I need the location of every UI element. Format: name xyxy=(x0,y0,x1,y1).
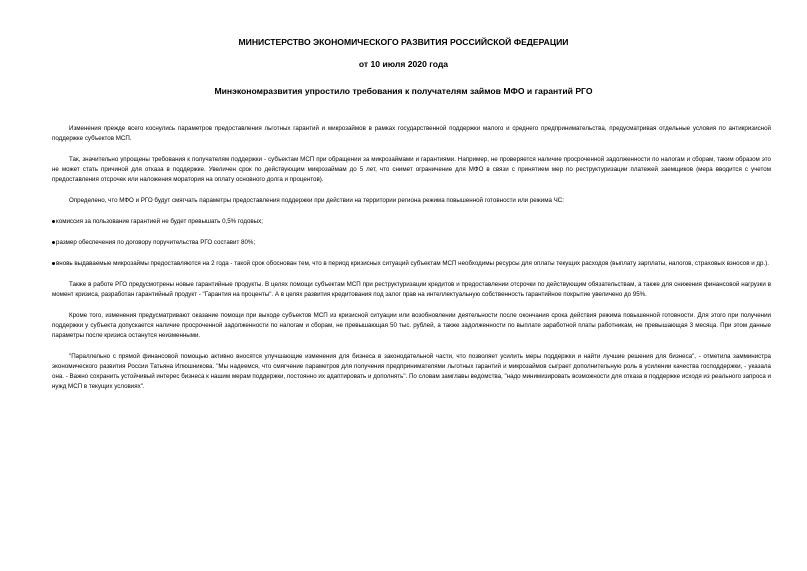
bullet-icon xyxy=(52,220,55,223)
bullet-text: вновь выдаваемые микрозаймы предоставляются на 2 года - такой срок обоснован тем, что в период кризисных ситуаций субъектам МСП необходимы ресурсы для оплаты текущих расходов (выплату зарплаты, налогов, страховых взносов и др.). xyxy=(56,260,769,267)
list-item xyxy=(52,238,771,248)
bullet-text: размер обеспечения по договору поручительства РГО составит 80%; xyxy=(56,239,256,246)
paragraph-quote: "Параллельно с прямой финансовой помощью активно вносятся улучшающие изменения для бизнеса в законодательной части, что позволяет усилить меры поддержки и найти лучшие решения для бизнеса", - отметила замминистра экономического развития России Татьяна Илюшникова. "Мы надеемся, что смягчение параметров для получения предпринимателями льготных гарантий и микрозаймов сыграет дополнительную роль в усилении качества господдержки, - указала она. - Важно сохранить устойчивый интерес бизнеса к нашим мерам поддержки, постоянно их адаптировать и дополнять". По словам замглавы ведомства, "надо минимизировать возможности для отказа в поддержке исходя из реального запроса и нужд МСП в текущих условиях". xyxy=(52,353,771,390)
paragraph-requirements: Так, значительно упрощены требования к получателям поддержки - субъектам МСП при обращении за микрозаймами и гарантиями. Например, не проверяется наличие просроченной задолженности по налогам и сборам, таким образом это не может стать причиной для отказа в поддержке. Увеличен срок по действующим микрозаймам до 5 лет, что снимет ограничение для МФО в связи с принятием мер по реструктуризации платежей заемщиков (мера вводится с учетом предоставления отсрочек или наложения моратория на оплату основного долга и процентов). xyxy=(52,156,771,183)
paragraph-regime: Определено, что МФО и РГО будут смягчать параметры предоставления поддержки при действии на территории региона режима повышенной готовности или режима ЧС: xyxy=(69,197,564,204)
paragraph-crisis-exit: Кроме того, изменения предусматривают оказание помощи при выходе субъектов МСП из кризисной ситуации или возобновлении деятельности после окончания срока действия режима повышенной готовности. Для этого при получении поддержки у субъекта допускается наличие просроченной задолженности по налогам и сборам, не превышающая 50 тыс. рублей, а также задолженности по выплате заработной платы работникам, не превышающая 3 месяца. При этом данные параметры после кризиса останутся неизменными. xyxy=(52,312,771,339)
list-item xyxy=(52,217,771,227)
bullet-icon xyxy=(52,262,55,265)
document-body xyxy=(52,124,771,403)
document-date: от 10 июля 2020 года xyxy=(358,59,449,69)
paragraph-intro: Изменения прежде всего коснулись параметров предоставления льготных гарантий и микрозаймов в рамках государственной поддержки малого и среднего предпринимательства, предусматривая отдельные условия по антикризисной поддержке субъектов МСП. xyxy=(52,125,771,142)
paragraph-guarantee-products: Также в работе РГО предусмотрены новые гарантийные продукты. В целях помощи субъектам МСП при реструктуризации кредитов и предоставлении отсрочки по действующим обязательствам, а также для снижения финансовой нагрузки в момент кризиса, разработан гарантийный продукт - "Гарантия на проценты". А в целях развития кредитования под залог прав на интеллектуальную собственность гарантийное покрытие увеличено до 95%. xyxy=(52,281,771,298)
bullet-text: комиссия за пользование гарантией не будет превышать 0,5% годовых; xyxy=(56,218,263,225)
news-headline: Минэкономразвития упростило требования к получателям займов МФО и гарантий РГО xyxy=(214,86,593,96)
list-item xyxy=(52,259,771,269)
bullet-icon xyxy=(52,241,55,244)
ministry-title: МИНИСТЕРСТВО ЭКОНОМИЧЕСКОГО РАЗВИТИЯ РОССИЙСКОЙ ФЕДЕРАЦИИ xyxy=(238,37,569,47)
